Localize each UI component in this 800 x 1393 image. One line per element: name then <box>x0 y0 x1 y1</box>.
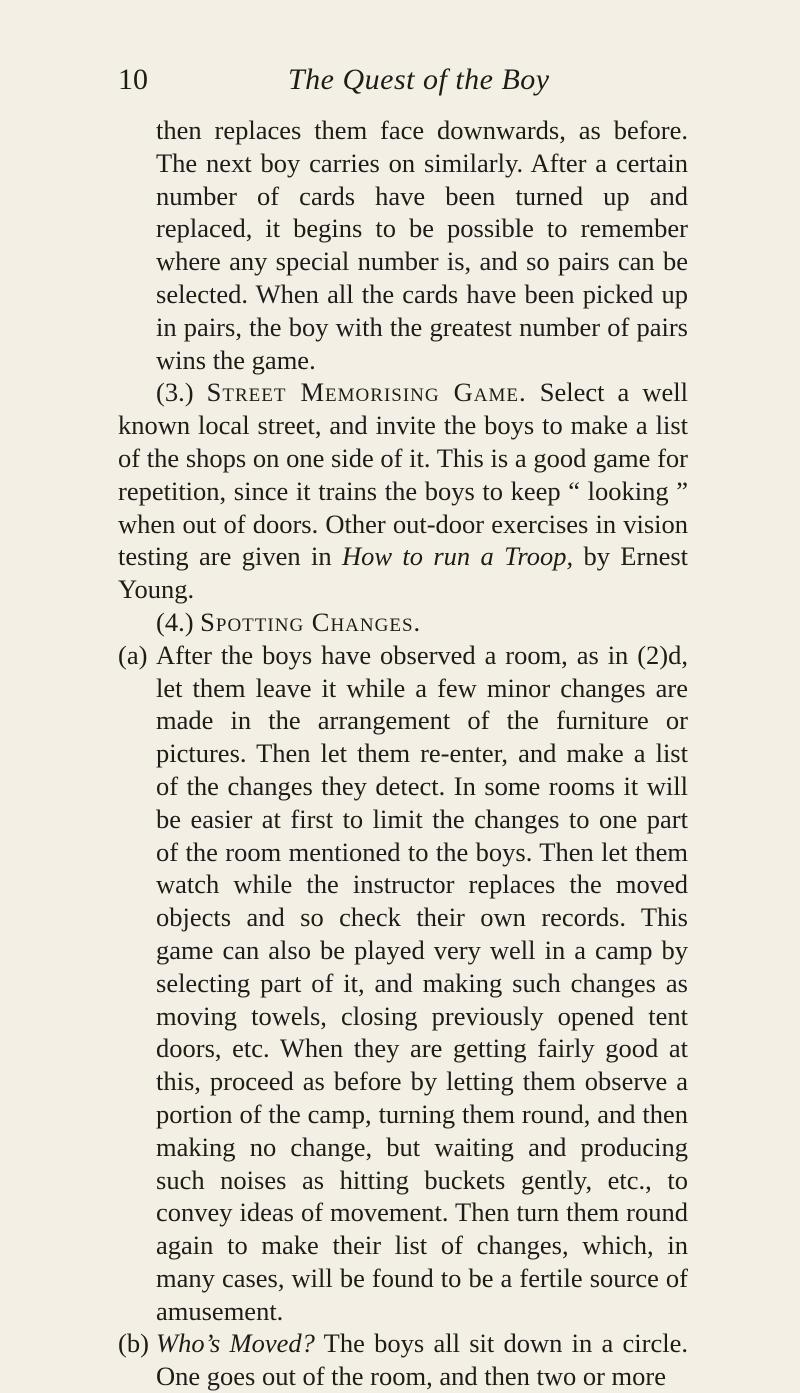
paragraph-continuation: then replaces them face downwards, as before. The next boy carries on similarly. After a certain number of cards have been turned up and replaced, it begins to be possible to remember where any special number is, and so pairs can be selected. When all the cards have been picked up in pairs, the boy with the greatest number of pairs wins the game. <box>156 115 688 375</box>
paragraph-sub-a <box>118 639 688 1328</box>
paragraph-sub-b <box>118 1327 688 1393</box>
running-title: The Quest of the Boy <box>288 63 550 96</box>
section-number: (3.) <box>156 377 194 408</box>
paragraph-text: by Ernest Young. <box>118 541 689 605</box>
section-heading: Street Memorising Game. <box>206 377 527 408</box>
section-number: (4.) <box>156 606 194 637</box>
section-heading: Spotting Changes. <box>200 606 422 637</box>
paragraph-spotting-changes <box>118 606 688 639</box>
paragraph-text: Select a well known local street, and invite the boys to make a list of the shops on one side of it. This is a good game for repetition, since it trains the boys to keep “ looking ” when out of doors. Other out-door exercises in vision testing are given in <box>118 377 688 572</box>
paragraph-street-memorising-game <box>118 376 688 606</box>
paragraph-text: The boys all sit down in a circle. One goes out of the room, and then two or more <box>156 1328 688 1392</box>
page-header <box>118 60 688 100</box>
game-title: Who’s Moved? <box>156 1328 315 1359</box>
book-title: How to run a Troop, <box>341 541 574 572</box>
paragraph-text: After the boys have observed a room, as in (2)d, let them leave it while a few minor changes are made in the arrangement of the furniture or pictures. Then let them re-enter, and make a list of the changes they detect. In some rooms it will be easier at first to limit the changes to one part of the room mentioned to the boys. Then let them watch while the instructor replaces the moved objects and so check their own records. This game can also be played very well in a camp by selecting part of it, and making such changes as moving towels, closing previously opened tent doors, etc. When they are getting fairly good at this, proceed as before by letting them observe a portion of the camp, turning them round, and then making no change, but waiting and producing such noises as hitting buckets gently, etc., to convey ideas of movement. Then turn them round again to make their list of changes, which, in many cases, will be found to be a fertile source of amusement. <box>156 639 688 1326</box>
body-text <box>118 114 688 1393</box>
sub-item-label: (b) <box>118 1328 149 1359</box>
sub-item-label: (a) <box>118 639 148 670</box>
page-number: 10 <box>118 63 148 96</box>
